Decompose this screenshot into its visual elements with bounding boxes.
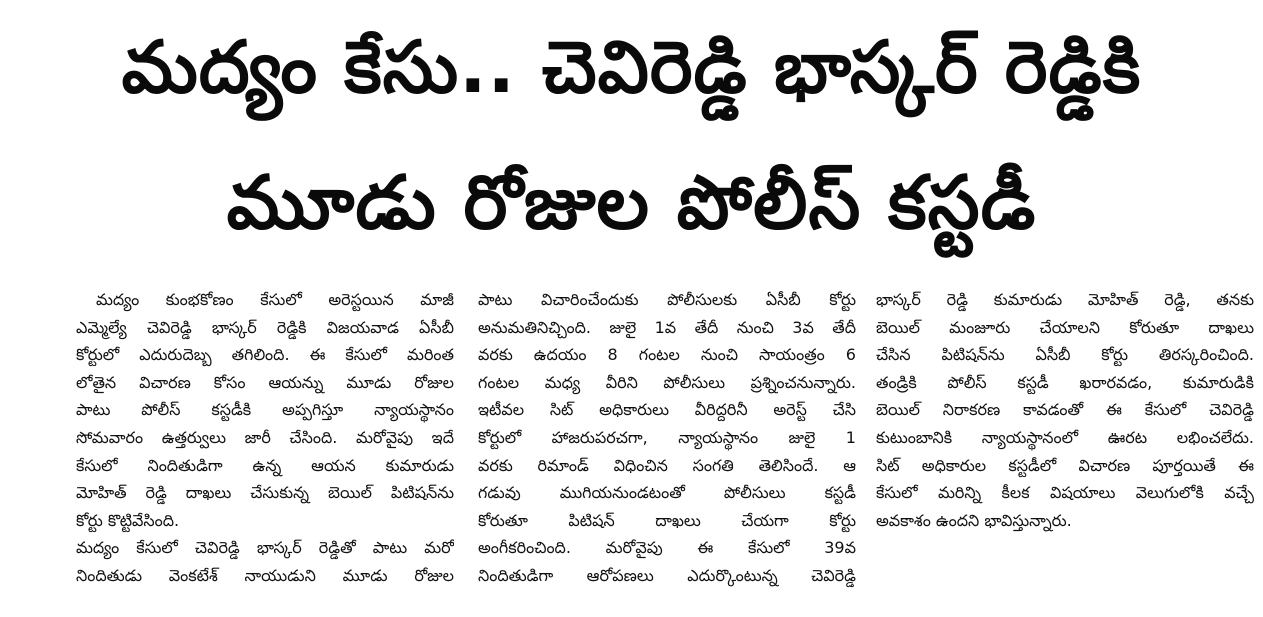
article-line: సోమవారం ఉత్తర్వులు జారీ చేసింది. మరోవైపు ఇదే [76, 427, 454, 447]
article-line: నిందితుడు వెంకటేశ్ నాయుడుని మూడు రోజుల [76, 565, 454, 585]
article-body [76, 286, 1256, 611]
article-line: మోహిత్ రెడ్డి దాఖలు చేసుకున్న బెయిల్ పిటిషన్‌ను [76, 483, 454, 503]
article-line: చేసిన పిటిషన్‌ను ఏసీబీ కోర్టు తిరస్కరించింది. [876, 345, 1254, 365]
article-line: బెయిల్ నిరాకరణ కావడంతో ఈ కేసులో చెవిరెడ్డి [876, 400, 1254, 420]
article-column-1 [76, 286, 454, 611]
article-line: పాటు పోలీస్ కస్టడీకి అప్పగిస్తూ న్యాయస్థానం [76, 400, 454, 420]
article-line: గడువు ముగియనుండటంతో పోలీసులు కస్టడీ [478, 483, 856, 503]
article-line: మద్యం కుంభకోణం కేసులో అరెస్టయిన మాజీ [96, 290, 454, 309]
article-column-3 [876, 286, 1254, 611]
article-line: కోరుతూ పిటిషన్ దాఖలు చేయగా కోర్టు [478, 510, 856, 530]
article-line: భాస్కర్ రెడ్డి కుమారుడు మోహిత్ రెడ్డి, తనకు [876, 290, 1254, 309]
article-line: గంటల మధ్య వీరిని పోలీసులు ప్రశ్నించనున్నారు. [478, 372, 856, 392]
article-line: కోర్టులో హాజరుపరచగా, న్యాయస్థానం జులై 1 [478, 427, 856, 447]
article-line: కుటుంబానికి న్యాయస్థానంలో ఊరట లభించలేదు. [876, 427, 1254, 447]
article-line: వరకు రిమాండ్ విధించిన సంగతి తెలిసిందే. ఆ [478, 455, 856, 475]
headline-line-2: మూడు రోజుల పోలీస్ కస్టడీ [226, 160, 1037, 246]
headline-line-1: మద్యం కేసు.. చెవిరెడ్డి భాస్కర్ రెడ్డికి [121, 25, 1142, 109]
article-line: కోర్టు కొట్టివేసింది. [76, 510, 180, 530]
article-line: తండ్రికి పోలీస్ కస్టడీ ఖరారవడం, కుమారుడికి [876, 372, 1254, 392]
article-line: సిట్ అధికారుల కస్టడీలో విచారణ పూర్తయితే ఈ [876, 455, 1254, 475]
article-line: బెయిల్ మంజూరు చేయాలని కోరుతూ దాఖలు [876, 317, 1254, 337]
article-column-2 [478, 286, 856, 611]
article-line: అవకాశం ఉందని భావిస్తున్నారు. [876, 510, 1072, 530]
article-line: పాటు విచారించేందుకు పోలీసులకు ఏసీబీ కోర్టు [478, 290, 856, 309]
article-line: వరకు ఉదయం 8 గంటల నుంచి సాయంత్రం 6 [478, 345, 856, 365]
article-line: అనుమతినిచ్చింది. జులై 1వ తేదీ నుంచి 3వ తేదీ [478, 317, 856, 337]
article-line: మద్యం కేసులో చెవిరెడ్డి భాస్కర్ రెడ్డితో పాటు మరో [76, 538, 454, 558]
article-line: ఇటీవల సిట్ అధికారులు వీరిద్దరినీ అరెస్ట్ చేసి [478, 400, 856, 420]
article-line: కేసులో మరిన్ని కీలక విషయాలు వెలుగులోకి వచ్చే [876, 483, 1254, 503]
article-line: కేసులో నిందితుడిగా ఉన్న ఆయన కుమారుడు [76, 455, 454, 475]
article-line: కోర్టులో ఎదురుదెబ్బ తగిలింది. ఈ కేసులో మరింత [76, 345, 454, 365]
article-line: అంగీకరించింది. మరోవైపు ఈ కేసులో 39వ [478, 538, 856, 558]
article-line: లోతైన విచారణ కోసం ఆయన్ను మూడు రోజుల [76, 372, 454, 392]
article-line: నిందితుడిగా ఆరోపణలు ఎదుర్కొంటున్న చెవిరెడ్డి [478, 565, 856, 585]
article-line: ఎమ్మెల్యే చెవిరెడ్డి భాస్కర్ రెడ్డికి విజయవాడ ఏసీబీ [76, 317, 454, 337]
